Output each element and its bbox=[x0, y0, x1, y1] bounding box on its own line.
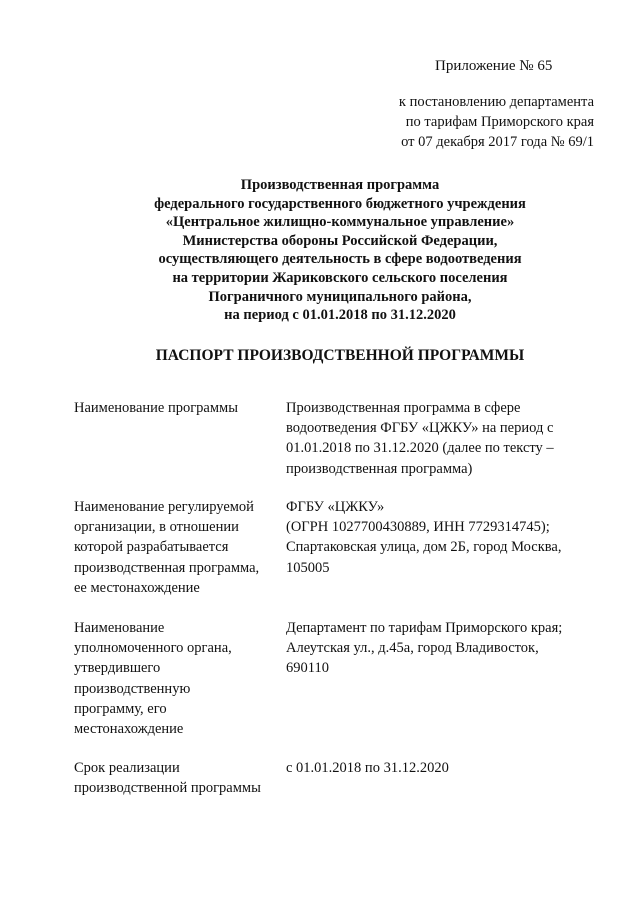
label-line: местонахождение bbox=[74, 721, 184, 738]
passport-heading: ПАСПОРТ ПРОИЗВОДСТВЕННОЙ ПРОГРАММЫ bbox=[155, 347, 525, 364]
label-line: Наименование регулируемой bbox=[74, 499, 254, 515]
label-line: производственной программы bbox=[74, 780, 261, 797]
title-line: на период с 01.01.2018 по 31.12.2020 bbox=[224, 307, 456, 324]
resolution-line: по тарифам Приморского края bbox=[405, 114, 594, 130]
title-line: на территории Жариковского сельского поселения bbox=[172, 269, 508, 286]
label-line: производственная программа, bbox=[74, 559, 260, 576]
title-line: федерального государственного бюджетного учреждения bbox=[154, 195, 526, 212]
value-line: (ОГРН 1027700430889, ИНН 7729314745); bbox=[286, 519, 550, 536]
value-line: Департамент по тарифам Приморского края; bbox=[286, 620, 563, 636]
label-line: производственную bbox=[74, 680, 191, 697]
value-line: ФГБУ «ЦЖКУ» bbox=[286, 499, 385, 515]
row-label bbox=[74, 497, 279, 598]
value-line: водоотведения ФГБУ «ЦЖКУ» на период с bbox=[286, 420, 554, 437]
label-line: утвердившего bbox=[74, 660, 161, 677]
value-line: 105005 bbox=[286, 559, 330, 576]
row-value bbox=[286, 618, 606, 679]
title-line: «Центральное жилищно-коммунальное управление» bbox=[165, 214, 515, 231]
title-line: Производственная программа bbox=[240, 177, 440, 193]
resolution-line: к постановлению департамента bbox=[398, 94, 594, 110]
document-title bbox=[70, 176, 610, 325]
value-line: Спартаковская улица, дом 2Б, город Москва, bbox=[286, 539, 562, 556]
label-line: Наименование программы bbox=[74, 400, 238, 416]
value-line: 690110 bbox=[286, 660, 329, 677]
row-value bbox=[286, 758, 606, 778]
value-line: с 01.01.2018 по 31.12.2020 bbox=[286, 760, 449, 776]
row-value bbox=[286, 398, 606, 479]
label-line: уполномоченного органа, bbox=[74, 640, 232, 657]
label-line: которой разрабатывается bbox=[74, 539, 229, 556]
row-label bbox=[74, 398, 279, 418]
label-line: программу, его bbox=[74, 700, 167, 717]
value-line: Алеутская ул., д.45а, город Владивосток, bbox=[286, 640, 539, 657]
label-line: Наименование bbox=[74, 620, 165, 636]
label-line: Срок реализации bbox=[74, 760, 180, 776]
value-line: производственная программа) bbox=[286, 460, 473, 477]
title-line: Пограничного муниципального района, bbox=[208, 288, 472, 305]
label-line: организации, в отношении bbox=[74, 519, 239, 536]
appendix-number: Приложение № 65 bbox=[435, 58, 553, 74]
title-line: осуществляющего деятельность в сфере водоотведения bbox=[158, 251, 522, 268]
label-line: ее местонахождение bbox=[74, 579, 200, 596]
row-label bbox=[74, 758, 279, 798]
resolution-line: от 07 декабря 2017 года № 69/1 bbox=[401, 134, 594, 150]
resolution-reference bbox=[384, 92, 594, 152]
value-line: 01.01.2018 по 31.12.2020 (далее по тексту – bbox=[286, 440, 554, 457]
row-value bbox=[286, 497, 606, 578]
row-label bbox=[74, 618, 279, 739]
title-line: Министерства обороны Российской Федерации, bbox=[182, 232, 498, 249]
value-line: Производственная программа в сфере bbox=[286, 400, 521, 416]
